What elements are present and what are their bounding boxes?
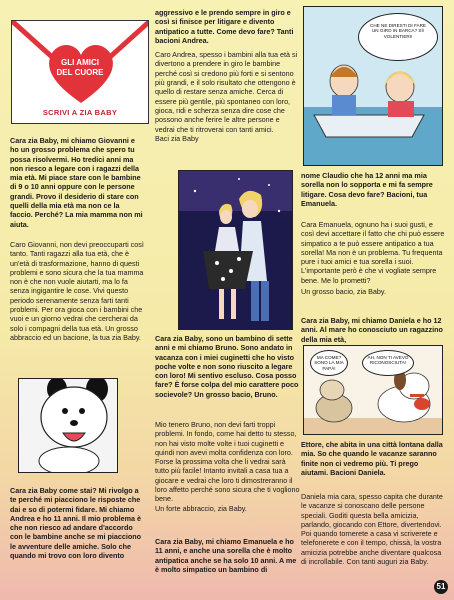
page-number: 51 bbox=[434, 580, 448, 594]
letter-andrea-continued bbox=[155, 8, 300, 148]
reply-emanuela bbox=[301, 220, 447, 301]
reply-daniela bbox=[301, 492, 447, 571]
letter-text: Cara zia Baby, mi chiamo Daniela e ho 12 anni. Al mare ho conosciuto un ragazzino della mia età, bbox=[301, 316, 443, 344]
letter-text: Cara zia Baby, mi chiamo Emanuela e ho 11 anni, e anche una sorella che è molto antipatica anche se ha solo 10 anni. A me è molto simpatico un bambino di bbox=[155, 537, 297, 574]
illustration-boat bbox=[303, 6, 443, 166]
letter-text: Ettore, che abita in una città lontana dalla mia. So che quando le vacanze saranno finite non ci vedremo più. Ti prego aiutami. Bacioni Daniela. bbox=[301, 440, 443, 477]
reply-signature: Baci zia Baby bbox=[155, 133, 199, 143]
speech-bubble-right: AH, NON TI AVEVO RICONOSCIUTA! bbox=[362, 350, 414, 376]
speech-bubble-boat: CHE NE DIRESTI DI FARE UN GIRO IN BARCA? SÌ! VOLENTIERI! bbox=[358, 13, 438, 61]
letter-emanuela bbox=[155, 537, 300, 579]
reply-bruno bbox=[155, 420, 300, 518]
reply-signature: Un grosso bacio, zia Baby. bbox=[301, 287, 386, 297]
reply-text: Mio tenero Bruno, non devi farti troppi problemi. In fondo, come hai detto tu stesso, non hai visto molte volte i tuoi cuginetti e quindi non avevi molta confidenza con loro. Forse la prossima volta che li vedrai sarà tutto più facile! Intanto invitali a casa tua a giocare e vedrai che loro ti dimostreranno il loro affetto perché sono sicura che ti vogliono bene. bbox=[155, 420, 300, 504]
letter-text: nome Claudio che ha 12 anni ma mia sorella non lo sopporta e mi fa sempre litigare. Cosa devo fare? Bacioni, tua Emanuela. bbox=[301, 171, 433, 208]
heart-title-line1: GLI AMICI bbox=[61, 58, 99, 67]
reply-text: Cara Emanuela, ognuno ha i suoi gusti, e così devi accettare il fatto che chi può essere simpatico a te può essere antipatico a tua sorella! Ma non è un problema. Tu frequenta pure i tuoi amici e tua sorella i suoi. L'importante però è che vi vogliate sempre bene. Me lo prometti? bbox=[301, 220, 445, 285]
letter-emanuela-continued bbox=[301, 171, 447, 213]
letter-daniela-continued bbox=[301, 440, 447, 482]
letter-daniela bbox=[301, 316, 447, 349]
speech-bubble-left: MA COME? SONO LA MIA PAPÀ! bbox=[310, 350, 348, 376]
illustration-couple bbox=[178, 170, 293, 330]
reply-giovanni bbox=[10, 240, 144, 347]
letter-bruno bbox=[155, 334, 300, 404]
heart-title-line2: DEL CUORE bbox=[56, 68, 104, 77]
reply-signature: Un forte abbraccio, zia Baby. bbox=[155, 503, 247, 513]
letter-text: Cara zia Baby come stai? Mi rivolgo a te perché mi piacciono le risposte che dai e so di potermi fidare. Mi chiamo Andrea e ho 11 anni. Il mio problema è che non riesco ad andare d'accordo con le bambine anche se mi piacciono le avventure delle amiche. Solo che quando mi trovo con loro divento bbox=[10, 486, 142, 561]
column-subtitle: SCRIVI A ZIA BABY bbox=[42, 108, 118, 117]
reply-text: Caro Andrea, spesso i bambini alla tua età si divertono a prendere in giro le bambine perché così si credono più forti e si sentono più grandi, e il solo risultato che ottengono è quello di restare senza amiche. Cerca di essere più gentile, più spontaneo con loro, gioca, ridi e scherza senza dire cose che possono anche ferire le altre persone e vedrai che ti ritroverai con tanti amici. bbox=[155, 50, 298, 134]
letter-andrea bbox=[10, 486, 144, 565]
letter-text: aggressivo e le prendo sempre in giro e così si finisce per litigare e divento antipatico a tutte. Come devo fare? Tanti bacioni Andrea. bbox=[155, 8, 294, 45]
column-header-envelope bbox=[11, 20, 149, 124]
letter-text: Cara zia Baby, mi chiamo Giovanni e ho un grosso problema che spero tu possa risolvermi. Ho tredici anni ma non riesco a legare con i ragazzi della mia età. Mi piace stare con le bambine di 9 o 10 anni oppure con le persone grandi. Provo il desiderio di stare con quelli della mia età ma non ce la faccio. Perché? La mia mamma non mi aiuta. bbox=[10, 136, 143, 229]
illustration-dogs bbox=[303, 345, 443, 435]
reply-text: Daniela mia cara, spesso capita che durante le vacanze si conoscano delle persone speciali. Goditi questa bella amicizia, parlando, giocando con Ettore, divertendovi. Poi quando tornerete a casa vi scriverete e telefonerete e con il tempo, chissà, la vostra amicizia potrebbe anche diventare qualcosa di incrollabile. Con tanti auguri zia Baby. bbox=[301, 492, 443, 567]
letter-text: Cara zia Baby, sono un bambino di sette anni e mi chiamo Bruno. Sono andato in vacanza con i miei cuginetti che ho visto poche volte e non sono riuscito a legare con loro! Mi sentivo escluso. Cosa posso fare? È forse colpa del mio carattere poco socievole? Un grosso bacio, Bruno. bbox=[155, 334, 299, 399]
illustration-dog bbox=[18, 378, 118, 473]
reply-text: Caro Giovanni, non devi preoccuparti così tanto. Tanti ragazzi alla tua età, che è un'età di trasformazione, hanno di questi problemi e sono sicura che la tua mamma non è che non vuole aiutarti, ma lo fa senza ingigantire le cose. Vivi questo periodo serenamente senza farti tanti problemi. Per ora gioca con i bambini che vuoi e un giorno vedrai che cercherai da solo i compagni della tua età. Un grosso abbraccio ed un bacione, la tua zia Baby. bbox=[10, 240, 144, 342]
letter-giovanni bbox=[10, 136, 144, 234]
